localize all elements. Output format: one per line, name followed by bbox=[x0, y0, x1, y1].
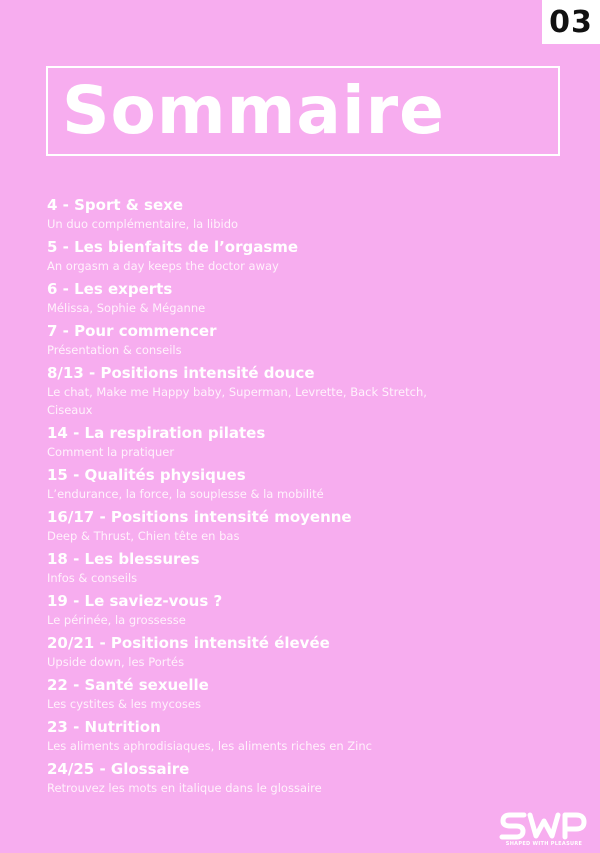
toc-subtitle: Les cystites & les mycoses bbox=[47, 697, 201, 711]
table-of-contents bbox=[47, 195, 467, 801]
toc-item[interactable] bbox=[47, 237, 467, 275]
toc-subtitle: Deep & Thrust, Chien tête en bas bbox=[47, 529, 240, 543]
toc-item[interactable] bbox=[47, 363, 467, 419]
toc-heading: 7 - Pour commencer bbox=[47, 322, 217, 340]
toc-item[interactable] bbox=[47, 321, 467, 359]
toc-item[interactable] bbox=[47, 549, 467, 587]
toc-subtitle: Upside down, les Portés bbox=[47, 655, 185, 669]
toc-item[interactable] bbox=[47, 465, 467, 503]
title-box bbox=[46, 66, 560, 156]
toc-subtitle: Retrouvez les mots en italique dans le glossaire bbox=[47, 781, 322, 795]
toc-heading: 6 - Les experts bbox=[47, 280, 173, 298]
page-title: Sommaire bbox=[62, 72, 445, 149]
toc-heading: 19 - Le saviez-vous ? bbox=[47, 592, 223, 610]
toc-heading: 18 - Les blessures bbox=[47, 550, 200, 568]
toc-item[interactable] bbox=[47, 717, 467, 755]
logo-tagline: SHAPED WITH PLEASURE bbox=[505, 841, 583, 847]
toc-item[interactable] bbox=[47, 633, 467, 671]
toc-heading: 5 - Les bienfaits de l’orgasme bbox=[47, 238, 299, 256]
toc-heading: 23 - Nutrition bbox=[47, 718, 161, 736]
swp-logo bbox=[498, 809, 590, 847]
toc-heading: 4 - Sport & sexe bbox=[47, 196, 183, 214]
toc-subtitle: Présentation & conseils bbox=[47, 343, 182, 357]
toc-item[interactable] bbox=[47, 423, 467, 461]
toc-subtitle: Mélissa, Sophie & Méganne bbox=[47, 301, 206, 315]
toc-heading: 8/13 - Positions intensité douce bbox=[47, 364, 315, 382]
toc-heading: 14 - La respiration pilates bbox=[47, 424, 266, 442]
toc-heading: 15 - Qualités physiques bbox=[47, 466, 246, 484]
toc-item[interactable] bbox=[47, 507, 467, 545]
toc-heading: 24/25 - Glossaire bbox=[47, 760, 190, 778]
toc-subtitle: Le périnée, la grossesse bbox=[47, 613, 186, 627]
toc-subtitle: Comment la pratiquer bbox=[47, 445, 175, 459]
toc-item[interactable] bbox=[47, 195, 467, 233]
toc-heading: 22 - Santé sexuelle bbox=[47, 676, 209, 694]
toc-subtitle: Les aliments aphrodisiaques, les aliments riches en Zinc bbox=[47, 739, 372, 753]
toc-subtitle: Un duo complémentaire, la libido bbox=[47, 217, 239, 231]
toc-item[interactable] bbox=[47, 591, 467, 629]
toc-subtitle: Le chat, Make me Happy baby, Superman, Levrette, Back Stretch, Ciseaux bbox=[47, 385, 427, 417]
toc-item[interactable] bbox=[47, 279, 467, 317]
page-number-badge: 03 bbox=[542, 0, 600, 44]
toc-item[interactable] bbox=[47, 675, 467, 713]
toc-subtitle: An orgasm a day keeps the doctor away bbox=[47, 259, 279, 273]
swp-logo-mark bbox=[498, 809, 590, 841]
toc-heading: 16/17 - Positions intensité moyenne bbox=[47, 508, 352, 526]
toc-subtitle: L’endurance, la force, la souplesse & la mobilité bbox=[47, 487, 324, 501]
toc-subtitle: Infos & conseils bbox=[47, 571, 138, 585]
toc-item[interactable] bbox=[47, 759, 467, 797]
toc-heading: 20/21 - Positions intensité élevée bbox=[47, 634, 330, 652]
